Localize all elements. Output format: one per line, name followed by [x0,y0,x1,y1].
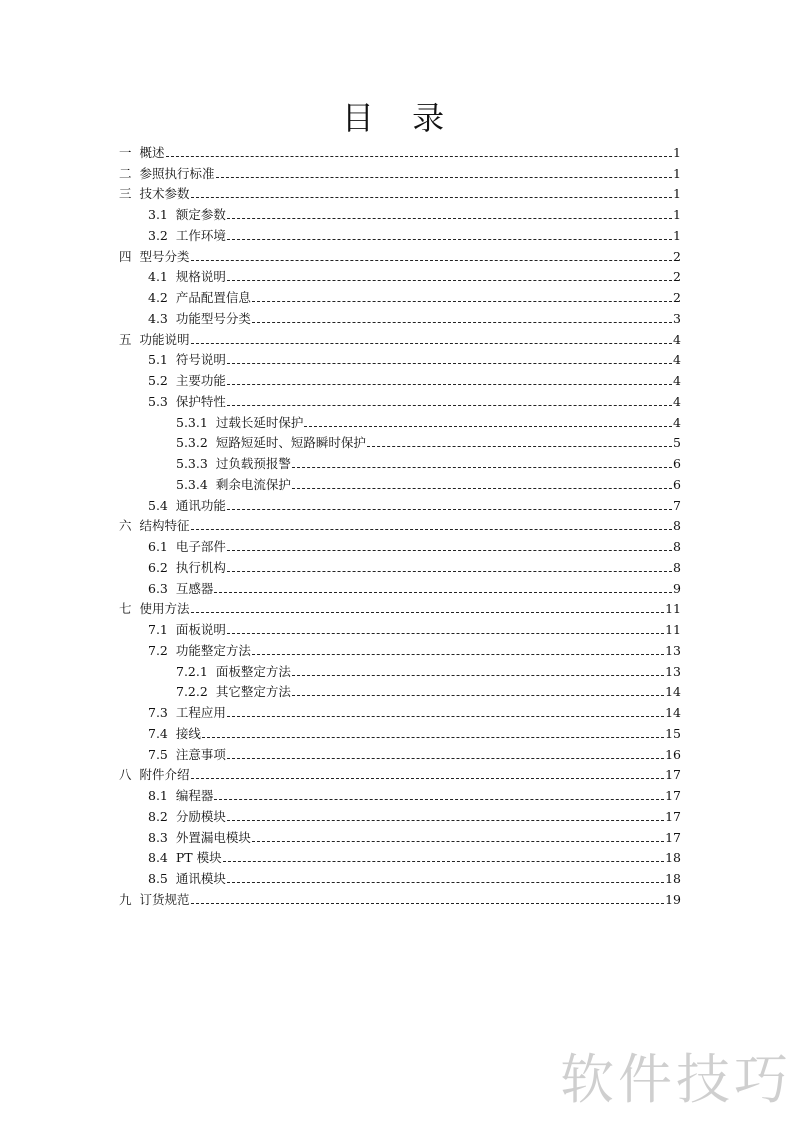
toc-entry-label [148,622,226,638]
toc-page-number: 18 [665,850,681,866]
toc-page-number: 13 [665,663,681,679]
toc-entry-label [148,539,226,555]
toc-dot-leader [214,799,664,800]
toc-entry[interactable] [119,763,681,784]
toc-entry-label [148,352,226,368]
toc-entry-label [119,518,190,534]
toc-entry-number: 8.1 [148,788,168,803]
toc-entry-label [148,560,226,576]
toc-entry-title: 面板整定方法 [215,663,291,679]
toc-page-number: 2 [673,248,681,264]
toc-entry-number: 三 [119,186,132,202]
toc-entry-label [119,186,190,202]
toc-entry-number: 5.2 [148,373,168,388]
toc-page-number: 11 [665,601,681,617]
toc-dot-leader [191,778,665,779]
toc-entry[interactable] [119,161,681,182]
toc-entry-title: 技术参数 [139,186,190,202]
toc-entry[interactable] [119,265,681,286]
toc-entry-label [148,373,226,389]
toc-entry-label [176,664,291,680]
toc-entry-number: 8.3 [148,829,168,845]
toc-entry-number: 二 [119,165,132,181]
toc-entry-title: 结构特征 [139,518,190,534]
toc-entry-label [176,684,291,700]
toc-page-number: 17 [665,808,681,824]
toc-entry-title: 过负载预报警 [215,456,291,471]
toc-entry[interactable] [119,721,681,742]
toc-dot-leader [292,675,664,676]
toc-entry-number: 6.2 [148,559,168,575]
toc-entry-title: 主要功能 [175,373,226,388]
toc-dot-leader [227,239,672,240]
toc-entry-number: 5.1 [148,352,168,368]
toc-entry[interactable] [119,680,681,701]
toc-dot-leader [202,737,664,738]
toc-entry[interactable] [119,493,681,514]
toc-entry-number: 7.2.1 [176,663,208,679]
toc-page-number: 6 [673,476,681,492]
toc-entry[interactable] [119,472,681,493]
toc-entry-number: 5.4 [148,497,168,513]
toc-entry-number: 4.2 [148,290,168,305]
table-of-contents [119,140,681,908]
toc-entry[interactable] [119,617,681,638]
toc-dot-leader [227,633,664,634]
toc-entry-number: 九 [119,891,132,907]
toc-entry-title: 通讯模块 [175,871,226,886]
toc-entry-label [148,228,226,244]
toc-dot-leader [227,758,664,759]
toc-entry-label [148,498,226,514]
toc-entry-title: 编程器 [175,788,214,803]
toc-entry-number: 一 [119,144,132,160]
toc-entry-number: 8.5 [148,871,168,886]
toc-entry-label [148,747,226,763]
toc-entry-number: 7.2 [148,642,168,658]
toc-entry[interactable] [119,389,681,410]
toc-entry-label [148,394,226,410]
toc-entry-title: 规格说明 [175,269,226,285]
toc-entry-label [148,290,251,306]
toc-entry[interactable] [119,534,681,555]
toc-page-number: 3 [673,310,681,326]
toc-entry[interactable] [119,659,681,680]
toc-entry[interactable] [119,866,681,887]
toc-page-number: 4 [673,331,681,347]
toc-entry-label [119,892,190,908]
toc-dot-leader [292,467,672,468]
toc-entry-number: 6.3 [148,580,168,596]
toc-entry[interactable] [119,742,681,763]
toc-dot-leader [214,592,672,593]
toc-entry-label [176,456,291,472]
toc-dot-leader [252,322,672,323]
toc-page-number: 6 [673,456,681,471]
toc-entry-title: 概述 [139,144,165,160]
toc-entry-number: 四 [119,248,132,264]
toc-entry-title: 剩余电流保护 [215,476,291,492]
toc-page-number: 8 [673,539,681,554]
toc-dot-leader [227,571,672,572]
toc-entry-label [176,415,303,431]
toc-entry-label [176,435,366,451]
toc-entry-number: 八 [119,767,132,783]
toc-entry-title: 注意事项 [175,746,226,762]
toc-entry-number: 7.2.2 [176,684,208,700]
toc-entry-title: 接线 [175,725,201,741]
toc-entry-title: 分励模块 [175,808,226,824]
toc-entry-title: 额定参数 [175,207,226,222]
toc-page-number: 18 [665,871,681,886]
toc-page-number: 14 [665,705,681,720]
toc-entry-number: 6.1 [148,539,168,554]
toc-entry-label [148,311,251,327]
toc-page-number: 9 [673,580,681,596]
toc-page-number: 13 [665,642,681,658]
toc-entry-number: 8.2 [148,808,168,824]
toc-dot-leader [227,550,672,551]
toc-entry-label [148,207,226,223]
toc-entry-number: 5.3.1 [176,414,208,430]
toc-dot-leader [227,716,664,717]
toc-entry-number: 8.4 [148,850,168,866]
toc-entry-label [119,145,165,161]
toc-entry-title: 通讯功能 [175,497,226,513]
page-title: 目 录 [341,99,459,137]
toc-entry-number: 7.3 [148,705,168,720]
toc-dot-leader [227,218,672,219]
toc-entry-label [119,767,190,783]
toc-entry-label [148,871,226,887]
toc-dot-leader [367,446,672,447]
toc-entry-title: 互感器 [175,580,214,596]
toc-entry-label [148,850,222,866]
toc-dot-leader [227,384,672,385]
toc-entry-number: 4.1 [148,269,168,285]
toc-entry[interactable] [119,783,681,804]
toc-page-number: 17 [665,829,681,845]
toc-page-number: 1 [673,186,681,202]
toc-page-number: 4 [673,414,681,430]
toc-entry-title: 功能说明 [139,331,190,347]
toc-entry-number: 3.1 [148,207,168,222]
toc-entry-number: 4.3 [148,310,168,326]
toc-entry-title: 工作环境 [175,227,226,243]
toc-entry[interactable] [119,327,681,348]
toc-page-number: 1 [673,227,681,243]
toc-page-number: 1 [673,144,681,160]
toc-entry-title: 电子部件 [175,539,226,554]
toc-page-number: 17 [665,767,681,783]
toc-entry-label [148,830,251,846]
toc-entry[interactable] [119,410,681,431]
toc-dot-leader [191,197,673,198]
toc-entry-title: 型号分类 [139,248,190,264]
toc-entry-label [119,601,190,617]
toc-entry[interactable] [119,597,681,618]
toc-entry-label [148,726,201,742]
toc-entry-title: 使用方法 [139,601,190,617]
toc-entry-number: 7.1 [148,622,168,637]
toc-dot-leader [252,654,664,655]
toc-entry-title: 附件介绍 [139,767,190,783]
toc-entry-title: 参照执行标准 [139,165,215,181]
toc-dot-leader [191,903,665,904]
toc-entry-title: 功能整定方法 [175,642,251,658]
toc-entry-number: 5.3.3 [176,456,208,471]
toc-entry-title: 面板说明 [175,622,226,637]
toc-dot-leader [292,488,672,489]
toc-entry-number: 七 [119,601,132,617]
toc-entry-number: 7.4 [148,725,168,741]
toc-entry-number: 五 [119,331,132,347]
toc-page-number: 8 [673,518,681,534]
toc-entry-title: 功能型号分类 [175,310,251,326]
toc-entry-label [119,249,190,265]
toc-entry-title: 外置漏电模块 [175,829,251,845]
toc-entry-title: 订货规范 [139,891,190,907]
toc-entry[interactable] [119,846,681,867]
toc-entry[interactable] [119,202,681,223]
toc-entry[interactable] [119,431,681,452]
toc-dot-leader [227,405,672,406]
toc-entry-label [119,166,215,182]
toc-dot-leader [227,363,672,364]
toc-page-number: 16 [665,746,681,762]
toc-entry[interactable] [119,368,681,389]
toc-dot-leader [191,260,673,261]
toc-entry-title: 符号说明 [175,352,226,368]
toc-entry-title: 短路短延时、短路瞬时保护 [215,435,366,451]
toc-page-number: 4 [673,393,681,409]
toc-entry-title: 过载长延时保护 [215,414,304,430]
toc-entry-label [148,705,226,721]
toc-page-number: 5 [673,435,681,451]
toc-dot-leader [166,156,673,157]
toc-entry[interactable] [119,804,681,825]
toc-entry-label [148,809,226,825]
toc-page-number: 8 [673,559,681,575]
toc-dot-leader [191,529,673,530]
toc-entry[interactable] [119,244,681,265]
toc-entry-number: 5.3 [148,393,168,409]
toc-page-number: 1 [673,207,681,222]
toc-entry-title: 其它整定方法 [215,684,291,700]
toc-page-number: 7 [673,497,681,513]
toc-page-number: 2 [673,269,681,285]
toc-entry-title: 产品配置信息 [175,290,251,305]
toc-page-number: 1 [673,165,681,181]
toc-entry-number: 5.3.2 [176,435,208,451]
toc-entry[interactable] [119,306,681,327]
toc-entry[interactable] [119,223,681,244]
toc-page-number: 15 [665,725,681,741]
toc-dot-leader [227,820,664,821]
toc-page-number: 2 [673,290,681,305]
toc-entry-label [119,332,190,348]
toc-dot-leader [252,841,664,842]
toc-entry[interactable] [119,887,681,908]
toc-entry[interactable] [119,638,681,659]
toc-entry[interactable] [119,285,681,306]
toc-entry-title: 保护特性 [175,393,226,409]
toc-entry-label [148,788,213,804]
toc-page-number: 17 [665,788,681,803]
toc-page-number: 14 [665,684,681,700]
toc-dot-leader [191,343,673,344]
toc-dot-leader [252,301,672,302]
toc-dot-leader [191,612,665,613]
toc-page-number: 11 [665,622,681,637]
toc-entry-label [148,643,251,659]
toc-entry[interactable] [119,576,681,597]
toc-entry[interactable] [119,451,681,472]
toc-dot-leader [223,861,664,862]
toc-entry[interactable] [119,182,681,203]
toc-dot-leader [216,177,673,178]
toc-entry[interactable] [119,555,681,576]
toc-entry[interactable] [119,700,681,721]
toc-dot-leader [292,695,664,696]
toc-entry[interactable] [119,514,681,535]
toc-entry-number: 3.2 [148,227,168,243]
toc-entry-label [148,581,213,597]
toc-entry[interactable] [119,348,681,369]
toc-page-number: 19 [665,891,681,907]
toc-entry-title: PT 模块 [175,850,222,866]
toc-entry-title: 执行机构 [175,559,226,575]
toc-entry-number: 六 [119,518,132,534]
toc-entry-title: 工程应用 [175,705,226,720]
toc-entry-label [176,477,291,493]
watermark: 软件技巧 [560,1048,792,1111]
toc-entry[interactable] [119,140,681,161]
toc-entry-number: 5.3.4 [176,476,208,492]
toc-page-number: 4 [673,373,681,388]
toc-dot-leader [304,426,672,427]
toc-entry-number: 7.5 [148,746,168,762]
toc-entry[interactable] [119,825,681,846]
toc-page-number: 4 [673,352,681,368]
toc-dot-leader [227,509,672,510]
toc-dot-leader [227,882,664,883]
toc-entry-label [148,269,226,285]
toc-dot-leader [227,280,672,281]
